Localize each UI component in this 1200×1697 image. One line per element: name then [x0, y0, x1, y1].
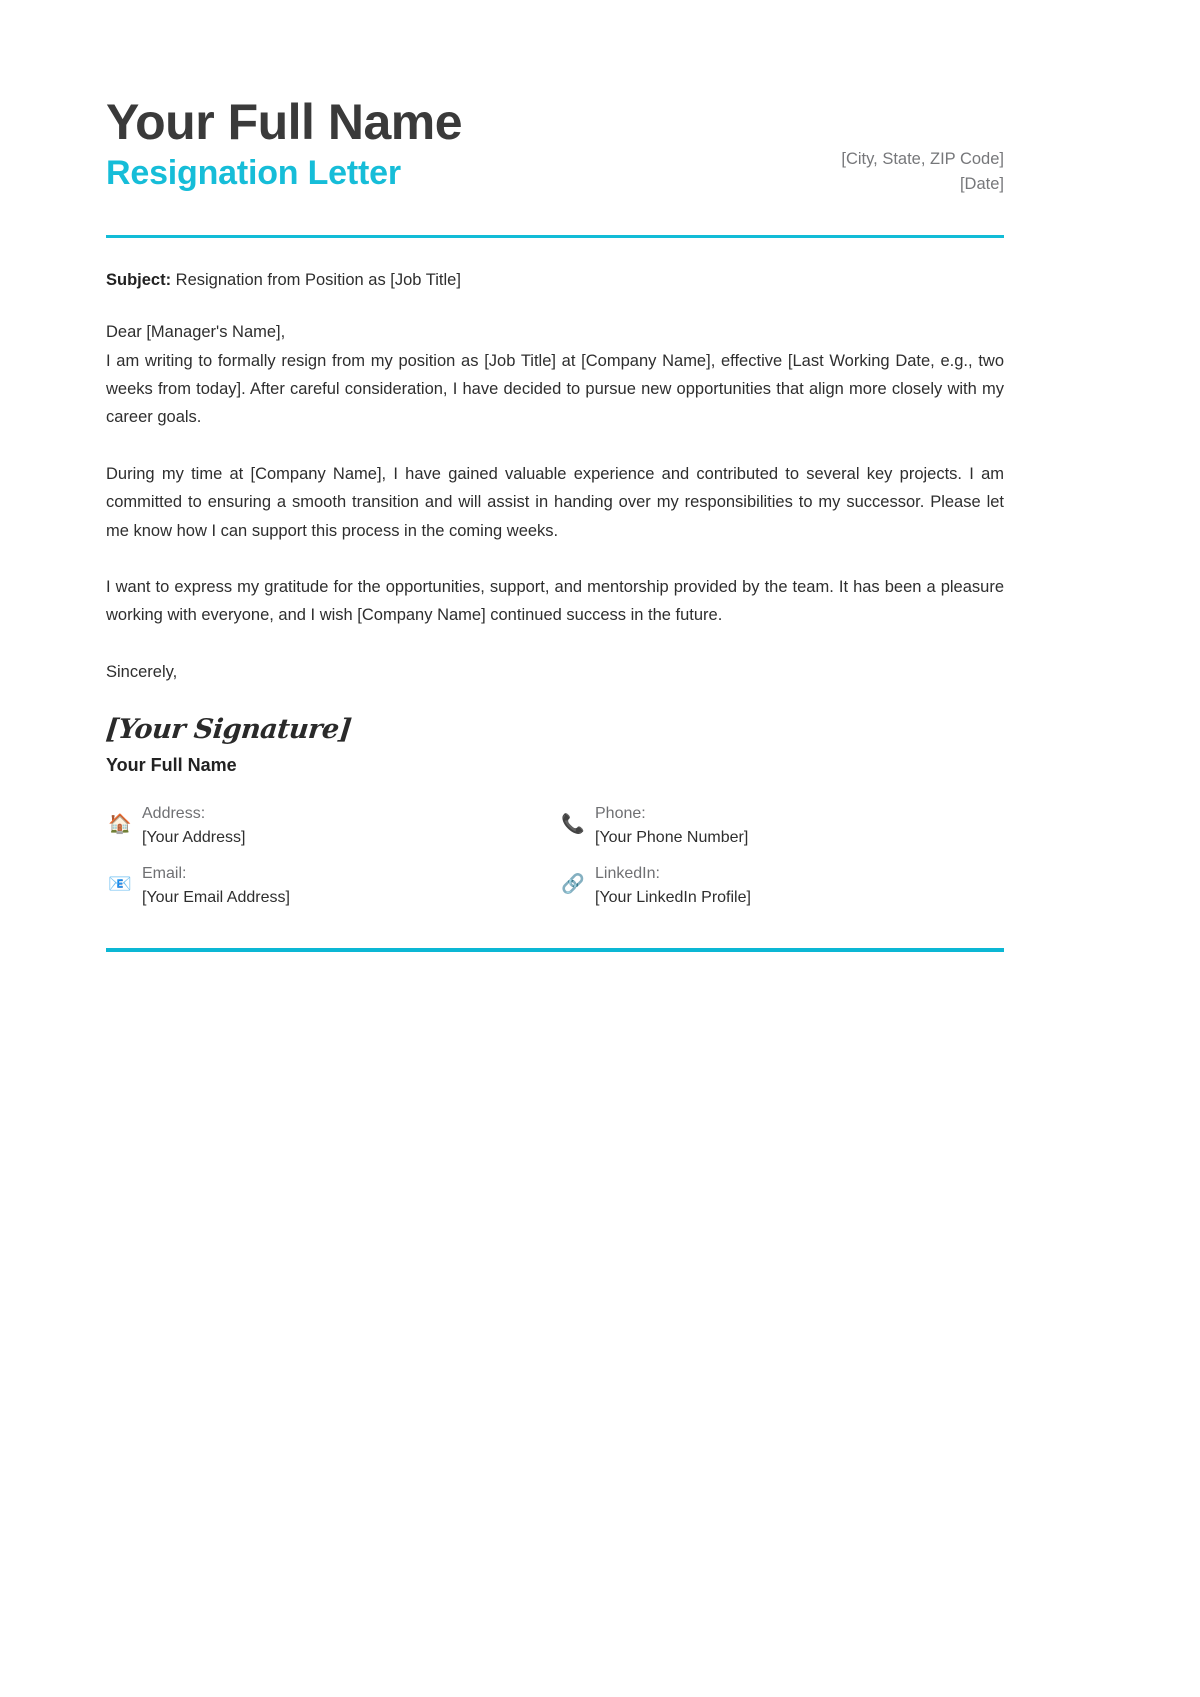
- body-paragraph-2: During my time at [Company Name], I have gained valuable experience and contributed to several key projects. I am committed to ensuring a smooth transition and will assist in handing over my responsibilities to my successor. Please let me know how I can support this process in the coming weeks.: [106, 464, 1004, 540]
- letter-header: [106, 0, 1004, 197]
- subject-text: Resignation from Position as [Job Title]: [171, 270, 461, 289]
- contact-item-email: [108, 862, 551, 910]
- page-title: Your Full Name: [106, 94, 463, 150]
- footer-divider: [106, 948, 1004, 952]
- closing-line: Sincerely,: [106, 662, 178, 681]
- subject-label: Subject:: [106, 270, 172, 289]
- signer-name: Your Full Name: [106, 755, 237, 775]
- link-icon: 🔗: [561, 873, 585, 895]
- contact-label-address: Address:: [142, 805, 206, 822]
- contact-value-linkedin: [Your LinkedIn Profile]: [595, 889, 751, 906]
- signature-placeholder: [Your Signature]: [104, 714, 353, 745]
- subject-line: [106, 268, 1004, 293]
- body-paragraph-1: I am writing to formally resign from my position as [Job Title] at [Company Name], effective [Last Working Date, e.g., two weeks from today]. After careful consideration, I have decided to pursue new opportunities that align more closely with my career goals.: [106, 351, 1004, 427]
- contact-label-phone: Phone:: [595, 805, 646, 822]
- contact-value-email: [Your Email Address]: [142, 889, 290, 906]
- salutation: Dear [Manager's Name],: [106, 323, 286, 342]
- body-paragraph-3: I want to express my gratitude for the opportunities, support, and mentorship provided by the team. It has been a pleasure working with everyone, and I wish [Company Name] continued success in the future.: [106, 577, 1004, 625]
- header-meta: [841, 96, 1004, 197]
- contact-item-address: [108, 802, 551, 850]
- contact-item-phone: [561, 802, 1004, 850]
- contact-item-linkedin: [561, 862, 1004, 910]
- house-icon: 🏠: [108, 813, 132, 835]
- letter-body: [106, 238, 1004, 953]
- letter-sheet: [106, 0, 1004, 952]
- document-subtitle: Resignation Letter: [106, 154, 401, 192]
- sender-location: [City, State, ZIP Code]: [841, 150, 1004, 168]
- contact-label-linkedin: LinkedIn:: [595, 865, 660, 882]
- contact-details: [106, 802, 1004, 910]
- header-identity: [106, 96, 462, 195]
- contact-value-address: [Your Address]: [142, 829, 246, 846]
- letter-date: [Date]: [959, 174, 1004, 193]
- email-icon: 📧: [108, 873, 132, 895]
- phone-icon: 📞: [561, 813, 585, 835]
- contact-label-email: Email:: [142, 865, 187, 882]
- contact-value-phone: [Your Phone Number]: [595, 829, 749, 846]
